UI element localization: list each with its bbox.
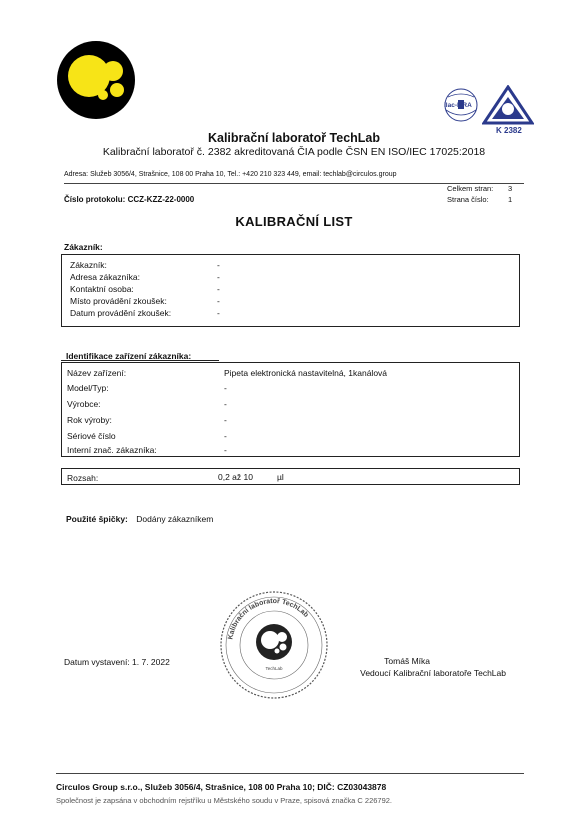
protocol-number	[64, 195, 194, 204]
internal-mark-label: Interní znač. zákazníka:	[67, 445, 157, 455]
customer-address-value: -	[217, 272, 220, 282]
test-date-value: -	[217, 308, 220, 318]
customer-address-label: Adresa zákazníka:	[70, 272, 140, 282]
serial-number-value: -	[224, 431, 227, 441]
customer-value: -	[217, 260, 220, 270]
total-pages-label: Celkem stran:	[447, 184, 494, 193]
seal-ring-text: Kalibrační laboratoř TechLab	[227, 597, 310, 641]
lab-name: Kalibrační laboratoř TechLab	[207, 131, 381, 145]
protocol-value: CCZ-KZZ-22-0000	[127, 195, 195, 204]
lab-seal-stamp	[219, 590, 329, 700]
serial-number-label: Sériové číslo	[67, 431, 116, 441]
customer-label: Zákazník:	[70, 260, 107, 270]
device-section-rule	[61, 360, 219, 361]
cia-number: K 2382	[496, 126, 522, 135]
signatory-role: Vedoucí Kalibrační laboratoře TechLab	[360, 668, 506, 678]
device-name-value: Pipeta elektronická nastavitelná, 1kanálová	[224, 368, 388, 378]
issue-date: Datum vystavení: 1. 7. 2022	[64, 657, 170, 667]
ilac-text: ilac-MRA	[444, 102, 472, 109]
test-location-value: -	[217, 296, 220, 306]
accreditation-line: Kalibrační laboratoř č. 2382 akreditovaná ČIA podle ČSN EN ISO/IEC 17025:2018	[102, 146, 486, 158]
year-value: -	[224, 415, 227, 425]
internal-mark-value: -	[224, 445, 227, 455]
device-name-label: Název zařízení:	[67, 368, 127, 378]
footer-registry: Společnost je zapsána v obchodním rejstříku u Městského soudu v Praze, spisová značka C 226792.	[56, 796, 393, 805]
device-section-title: Identifikace zařízení zákazníka:	[66, 351, 192, 361]
page-number-value: 1	[508, 195, 513, 204]
company-logo	[56, 40, 136, 120]
lab-address: Adresa: Služeb 3056/4, Strašnice, 108 00 Praha 10, Tel.: +420 210 323 449, email: techlab@circulos.group	[64, 171, 397, 178]
tips-row	[66, 514, 213, 524]
tips-value: Dodány zákazníkem	[136, 514, 214, 524]
document-title: KALIBRAČNÍ LIST	[235, 214, 353, 229]
total-pages-value: 3	[508, 184, 513, 193]
page-number-label: Strana číslo:	[447, 195, 489, 204]
test-date-label: Datum provádění zkoušek:	[70, 308, 172, 318]
customer-section-title: Zákazník:	[64, 242, 103, 252]
contact-person-label: Kontaktní osoba:	[70, 284, 134, 294]
cia-accreditation-logo	[482, 85, 534, 135]
seal-inner-text: TechLab	[265, 666, 283, 671]
tips-label: Použité špičky:	[66, 514, 128, 524]
test-location-label: Místo provádění zkoušek:	[70, 296, 167, 306]
range-box	[61, 468, 520, 485]
protocol-label: Číslo protokolu:	[64, 195, 126, 204]
range-value: 0,2 až 10	[218, 472, 253, 482]
ilac-mra-logo	[440, 88, 482, 122]
footer-company: Circulos Group s.r.o., Služeb 3056/4, Strašnice, 108 00 Praha 10; DIČ: CZ03043878	[56, 782, 387, 792]
device-box	[61, 362, 520, 457]
model-type-value: -	[224, 383, 227, 393]
year-label: Rok výroby:	[67, 415, 112, 425]
footer-divider	[56, 773, 524, 774]
contact-person-value: -	[217, 284, 220, 294]
customer-box	[61, 254, 520, 327]
range-unit: µl	[277, 472, 284, 482]
signatory-name: Tomáš Míka	[384, 656, 430, 666]
manufacturer-value: -	[224, 399, 227, 409]
model-type-label: Model/Typ:	[67, 383, 109, 393]
manufacturer-label: Výrobce:	[67, 399, 101, 409]
range-label: Rozsah:	[67, 473, 99, 483]
